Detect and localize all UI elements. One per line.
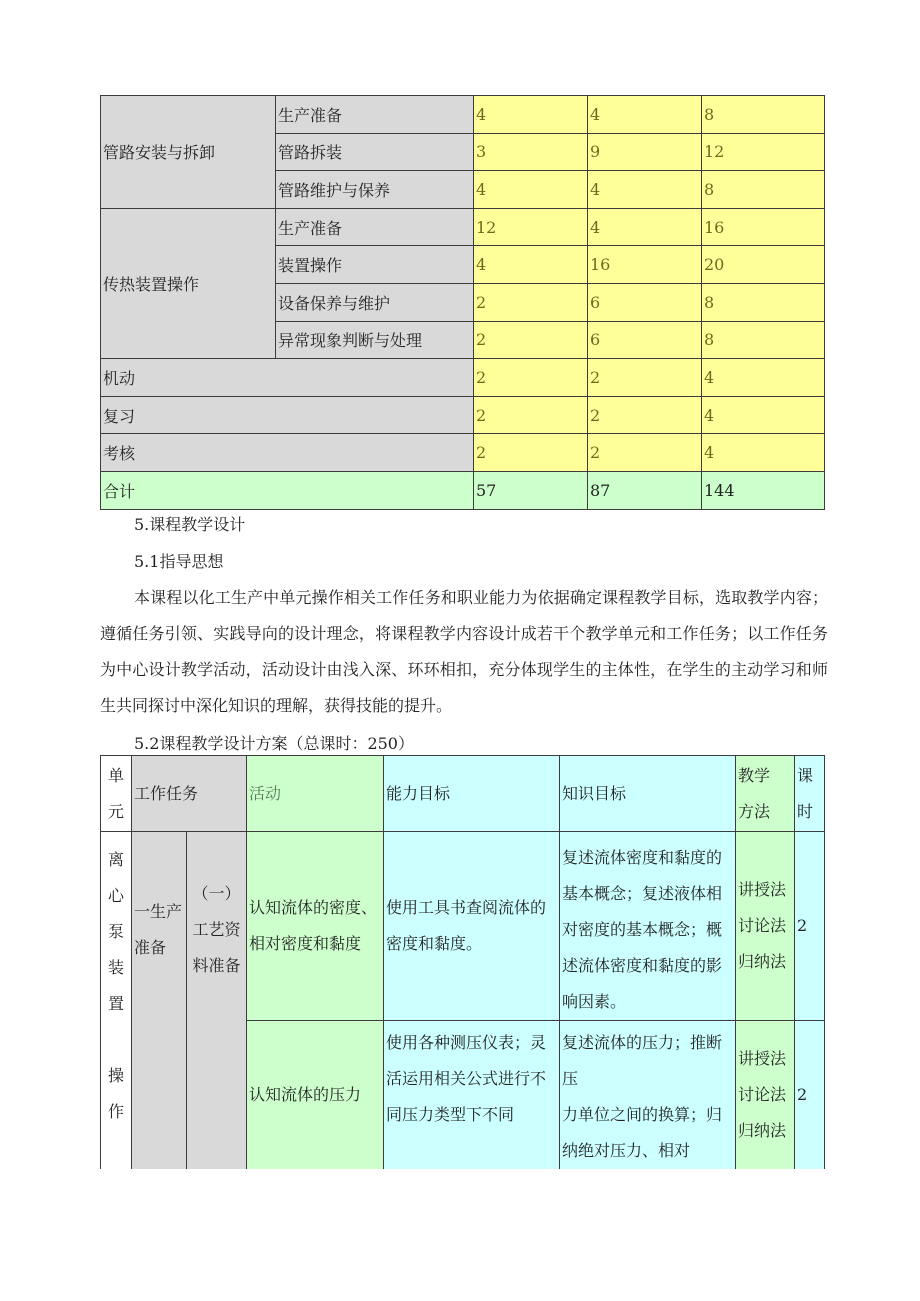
task-cell: 异常现象判断与处理 bbox=[276, 321, 474, 359]
value-cell: 2 bbox=[474, 321, 588, 359]
row-label: 机动 bbox=[101, 359, 474, 397]
value-cell: 8 bbox=[702, 321, 825, 359]
knowledge-cell: 复述流体密度和黏度的基本概念；复述液体相对密度的基本概念；概述流体密度和黏度的影响因素。 bbox=[560, 832, 736, 1021]
table-row bbox=[101, 359, 825, 397]
value-cell: 4 bbox=[474, 171, 588, 209]
value-cell: 8 bbox=[702, 283, 825, 321]
unit-cell: 离 心 泵 装 置 操 作 bbox=[101, 832, 132, 1170]
table-row bbox=[101, 832, 825, 1021]
hours-cell: 2 bbox=[795, 832, 825, 1021]
ability-cell: 使用各种测压仪表；灵 活运用相关公式进行不同压力类型下不同 bbox=[384, 1021, 560, 1170]
subsection-heading: 5.1指导思想 bbox=[134, 552, 224, 571]
value-cell: 2 bbox=[474, 434, 588, 472]
value-cell: 9 bbox=[588, 133, 702, 171]
section-heading: 5.课程教学设计 bbox=[134, 515, 246, 534]
method-cell: 讲授法 讨论法 归纳法 bbox=[736, 1021, 795, 1170]
total-cell: 144 bbox=[702, 471, 825, 509]
value-cell: 8 bbox=[702, 171, 825, 209]
value-cell: 2 bbox=[588, 359, 702, 397]
value-cell: 2 bbox=[588, 396, 702, 434]
total-cell: 57 bbox=[474, 471, 588, 509]
value-cell: 12 bbox=[702, 133, 825, 171]
value-cell: 12 bbox=[474, 208, 588, 246]
course-design-table bbox=[100, 755, 825, 1169]
value-cell: 16 bbox=[702, 208, 825, 246]
method-cell: 讲授法 讨论法 归纳法 bbox=[736, 832, 795, 1021]
value-cell: 4 bbox=[702, 396, 825, 434]
task-cell: 装置操作 bbox=[276, 246, 474, 284]
task-cell: 生产准备 bbox=[276, 96, 474, 134]
group-label: 管路安装与拆卸 bbox=[101, 96, 276, 209]
hours-cell: 2 bbox=[795, 1021, 825, 1170]
header-unit: 单 元 bbox=[101, 756, 132, 832]
task-cell: 生产准备 bbox=[276, 208, 474, 246]
task-cell: 管路拆装 bbox=[276, 133, 474, 171]
total-cell: 87 bbox=[588, 471, 702, 509]
table-row bbox=[101, 396, 825, 434]
header-row bbox=[101, 756, 825, 832]
value-cell: 16 bbox=[588, 246, 702, 284]
knowledge-cell: 复述流体的压力；推断压 力单位之间的换算；归纳绝对压力、相对 bbox=[560, 1021, 736, 1170]
header-hours: 课 时 bbox=[795, 756, 825, 832]
value-cell: 4 bbox=[588, 171, 702, 209]
task-main-cell: 一生产 准备 bbox=[132, 832, 187, 1170]
hours-table bbox=[100, 95, 825, 510]
value-cell: 4 bbox=[588, 208, 702, 246]
row-label: 考核 bbox=[101, 434, 474, 472]
value-cell: 4 bbox=[702, 434, 825, 472]
value-cell: 2 bbox=[474, 283, 588, 321]
value-cell: 2 bbox=[474, 396, 588, 434]
subsection-heading: 5.2课程教学设计方案（总课时：250） bbox=[134, 734, 414, 753]
ability-cell: 使用工具书查阅流体的密度和黏度。 bbox=[384, 832, 560, 1021]
activity-cell: 认知流体的压力 bbox=[247, 1021, 384, 1170]
header-knowledge: 知识目标 bbox=[560, 756, 736, 832]
value-cell: 3 bbox=[474, 133, 588, 171]
value-cell: 6 bbox=[588, 321, 702, 359]
group-label: 传热装置操作 bbox=[101, 208, 276, 358]
task-sub-cell: （一） 工艺资 料准备 bbox=[187, 832, 247, 1170]
table-row bbox=[101, 434, 825, 472]
body-paragraph: 本课程以化工生产中单元操作相关工作任务和职业能力为依据确定课程教学目标，选取教学内容；遵循任务引领、实践导向的设计理念，将课程教学内容设计成若干个教学单元和工作任务；以工作任务为中心设计教学活动，活动设计由浅入深、环环相扣，充分体现学生的主体性，在学生的主动学习和师生共同探讨中深化知识的理解，获得技能的提升。 bbox=[100, 588, 828, 715]
value-cell: 8 bbox=[702, 96, 825, 134]
header-ability: 能力目标 bbox=[384, 756, 560, 832]
header-task: 工作任务 bbox=[132, 756, 247, 832]
total-label: 合计 bbox=[101, 471, 474, 509]
header-method: 教学 方法 bbox=[736, 756, 795, 832]
row-label: 复习 bbox=[101, 396, 474, 434]
total-row bbox=[101, 471, 825, 509]
task-cell: 管路维护与保养 bbox=[276, 171, 474, 209]
value-cell: 20 bbox=[702, 246, 825, 284]
task-cell: 设备保养与维护 bbox=[276, 283, 474, 321]
header-activity: 活动 bbox=[247, 756, 384, 832]
value-cell: 4 bbox=[474, 246, 588, 284]
value-cell: 2 bbox=[474, 359, 588, 397]
value-cell: 4 bbox=[702, 359, 825, 397]
value-cell: 2 bbox=[588, 434, 702, 472]
value-cell: 4 bbox=[474, 96, 588, 134]
value-cell: 4 bbox=[588, 96, 702, 134]
activity-cell: 认知流体的密度、相对密度和黏度 bbox=[247, 832, 384, 1021]
table-row bbox=[101, 96, 825, 134]
table-row bbox=[101, 208, 825, 246]
value-cell: 6 bbox=[588, 283, 702, 321]
